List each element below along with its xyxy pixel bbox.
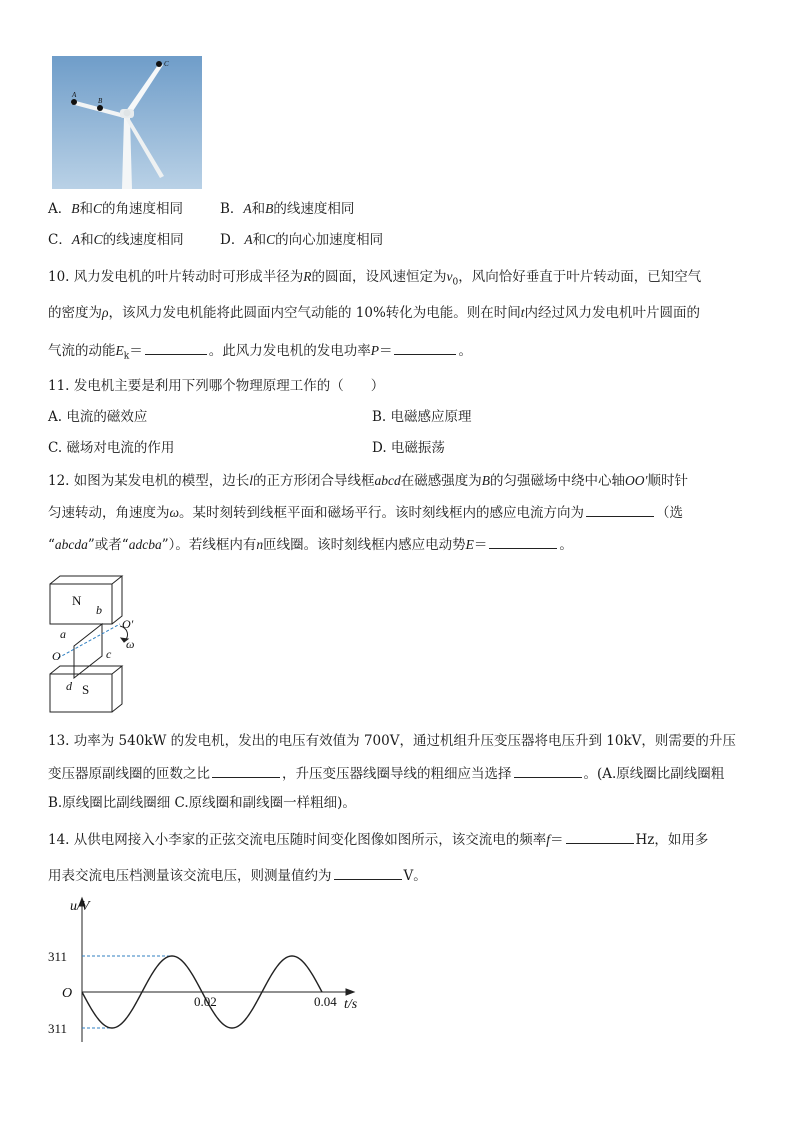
- o-prime-label: O′: [122, 617, 134, 631]
- a-label: a: [60, 627, 66, 641]
- s-label: S: [82, 682, 90, 697]
- q14-blank-frequency[interactable]: [566, 829, 634, 844]
- voltage-chart: [44, 892, 384, 1052]
- point-b-label: B: [98, 97, 103, 105]
- q9-option-b[interactable]: B．A和B的线速度相同: [220, 201, 355, 217]
- q10-line-1: 10. 风力发电机的叶片转动时可形成半径为R的圆面，设风速恒定为$v_0$，风向恰好垂直于叶片转动面，已知空气: [48, 269, 702, 288]
- q10-blank-power[interactable]: [394, 340, 456, 355]
- q11-option-c[interactable]: C. 磁场对电流的作用: [48, 440, 175, 456]
- generator-figure: [44, 572, 144, 717]
- q10-blank-ek[interactable]: [145, 340, 207, 355]
- y-tick-label: 311: [48, 1021, 68, 1036]
- q12-line-1: 12. 如图为某发电机的模型，边长l的正方形闭合导线框abcd在磁感强度为B的匀强磁场中绕中心轴OO′顺时针: [48, 473, 688, 489]
- n-label: N: [72, 593, 82, 608]
- y-axis-label: u/V: [70, 899, 90, 914]
- q13-line-1: 13. 功率为 540kW 的发电机，发出的电压有效值为 700V，通过机组升压变压器将电压升到 10kV，则需要的升压: [48, 733, 736, 749]
- q10-line-3: 气流的动能$E_k=$ 。此风力发电机的发电功率P＝ 。: [48, 340, 472, 367]
- x-axis-label: t/s: [344, 997, 358, 1012]
- coil-frame: [74, 624, 102, 678]
- q9-option-a[interactable]: A．B和C的角速度相同: [48, 201, 184, 217]
- q11-option-a[interactable]: A. 电流的磁效应: [48, 409, 148, 425]
- q12-line-2: 匀速转动，角速度为ω。某时刻转到线框平面和磁场平行。该时刻线框内的感应电流方向为 （选: [48, 502, 683, 523]
- point-c-dot: [156, 61, 162, 67]
- b-label: b: [96, 603, 102, 617]
- s-pole-block: [50, 674, 112, 712]
- point-a-dot: [71, 99, 77, 105]
- point-c-label: C: [164, 60, 169, 68]
- q14-line-2: 用表交流电压档测量该交流电压，则测量值约为 V。: [48, 865, 427, 886]
- d-label: d: [66, 679, 72, 693]
- q13-line-2: 变压器原副线圈的匝数之比 ，升压变压器线圈导线的粗细应当选择 。(A.原线圈比副线圈粗: [48, 763, 724, 784]
- q12-line-3: “abcda”或者“adcba”）。若线框内有n匝线圈。该时刻线框内感应电动势E＝ 。: [48, 534, 573, 555]
- y-tick-label: 311: [48, 949, 68, 964]
- q9-option-c[interactable]: C．A和C的线速度相同: [48, 232, 184, 248]
- x-tick-label: 0.04: [314, 994, 337, 1009]
- x-axis-arrow: [346, 989, 354, 995]
- q13-blank-choice[interactable]: [514, 763, 582, 778]
- point-b-dot: [97, 105, 103, 111]
- q12-blank-emf[interactable]: [489, 534, 557, 549]
- omega-label: ω: [126, 637, 135, 651]
- q11-option-b[interactable]: B. 电磁感应原理: [372, 409, 472, 425]
- q14-line-1: 14. 从供电网接入小李家的正弦交流电压随时间变化图像如图所示，该交流电的频率f＝ Hz，如用多: [48, 829, 708, 850]
- x-tick-label: 0.02: [194, 994, 217, 1009]
- o-label: O: [52, 649, 61, 663]
- q13-line-3: B.原线圈比副线圈细 C.原线圈和副线圈一样粗细)。: [48, 795, 356, 811]
- wind-turbine-photo: [52, 56, 202, 189]
- q10-line-2: 的密度为ρ，该风力发电机能将此圆面内空气动能的 10%转化为电能。则在时间t内经过风力发电机叶片圆面的: [48, 305, 701, 321]
- q13-blank-ratio[interactable]: [212, 763, 280, 778]
- q11-option-d[interactable]: D. 电磁振荡: [372, 440, 445, 456]
- c-label: c: [106, 647, 112, 661]
- point-a-label: A: [72, 91, 77, 99]
- origin-label: O: [62, 986, 73, 1001]
- q12-blank-direction[interactable]: [586, 502, 654, 517]
- q11-stem: 11. 发电机主要是利用下列哪个物理原理工作的（ ）: [48, 378, 385, 394]
- q14-blank-voltage[interactable]: [334, 865, 402, 880]
- q9-option-d[interactable]: D．A和C的向心加速度相同: [220, 232, 384, 248]
